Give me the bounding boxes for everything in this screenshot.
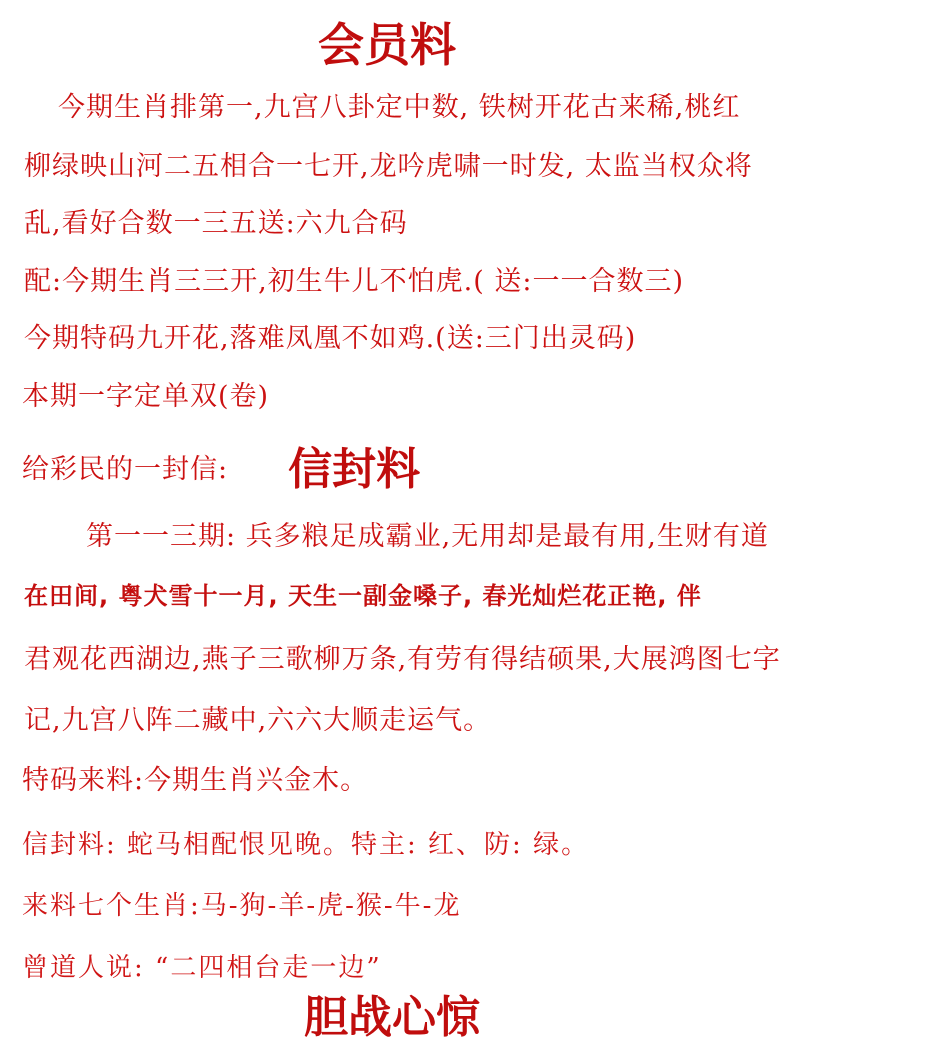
member-line-6: 本期一字定单双(卷) <box>22 381 270 412</box>
letter-line-2: 在田间, 粤犬雪十一月, 天生一副金嗓子, 春光灿烂花正艳, 伴 <box>24 582 702 610</box>
closing-title: 胆战心惊 <box>304 992 480 1043</box>
letter-heading-row <box>22 444 421 495</box>
member-line-4: 配:今期生肖三三开,初生牛儿不怕虎.( 送:一一合数三) <box>24 266 685 297</box>
member-line-3: 乱,看好合数一三五送:六九合码 <box>24 208 408 239</box>
member-section-title: 会员料 <box>318 18 456 72</box>
letter-line-7: 来料七个生肖:马-狗-羊-虎-猴-牛-龙 <box>22 891 462 921</box>
letter-section-title: 信封料 <box>288 444 421 495</box>
letter-line-4: 记,九宫八阵二藏中,六六大顺走运气。 <box>24 705 492 736</box>
letter-line-3: 君观花西湖边,燕子三歌柳万条,有劳有得结硕果,大展鸿图七字 <box>24 644 781 675</box>
letter-line-5: 特码来料:今期生肖兴金木。 <box>22 765 369 796</box>
letter-line-6: 信封料: 蛇马相配恨见晚。特主: 红、防: 绿。 <box>22 830 590 860</box>
member-line-2: 柳绿映山河二五相合一七开,龙吟虎啸一时发, 太监当权众将 <box>24 151 753 182</box>
letter-line-1: 第一一三期: 兵多粮足成霸业,无用却是最有用,生财有道 <box>86 521 769 552</box>
member-line-5: 今期特码九开花,落难凤凰不如鸡.(送:三门出灵码) <box>24 323 637 354</box>
member-line-1: 今期生肖排第一,九宫八卦定中数, 铁树开花古来稀,桃红 <box>58 92 741 123</box>
letter-line-8: 曾道人说: “二四相台走一边” <box>22 953 382 983</box>
letter-intro: 给彩民的一封信: <box>22 454 229 485</box>
